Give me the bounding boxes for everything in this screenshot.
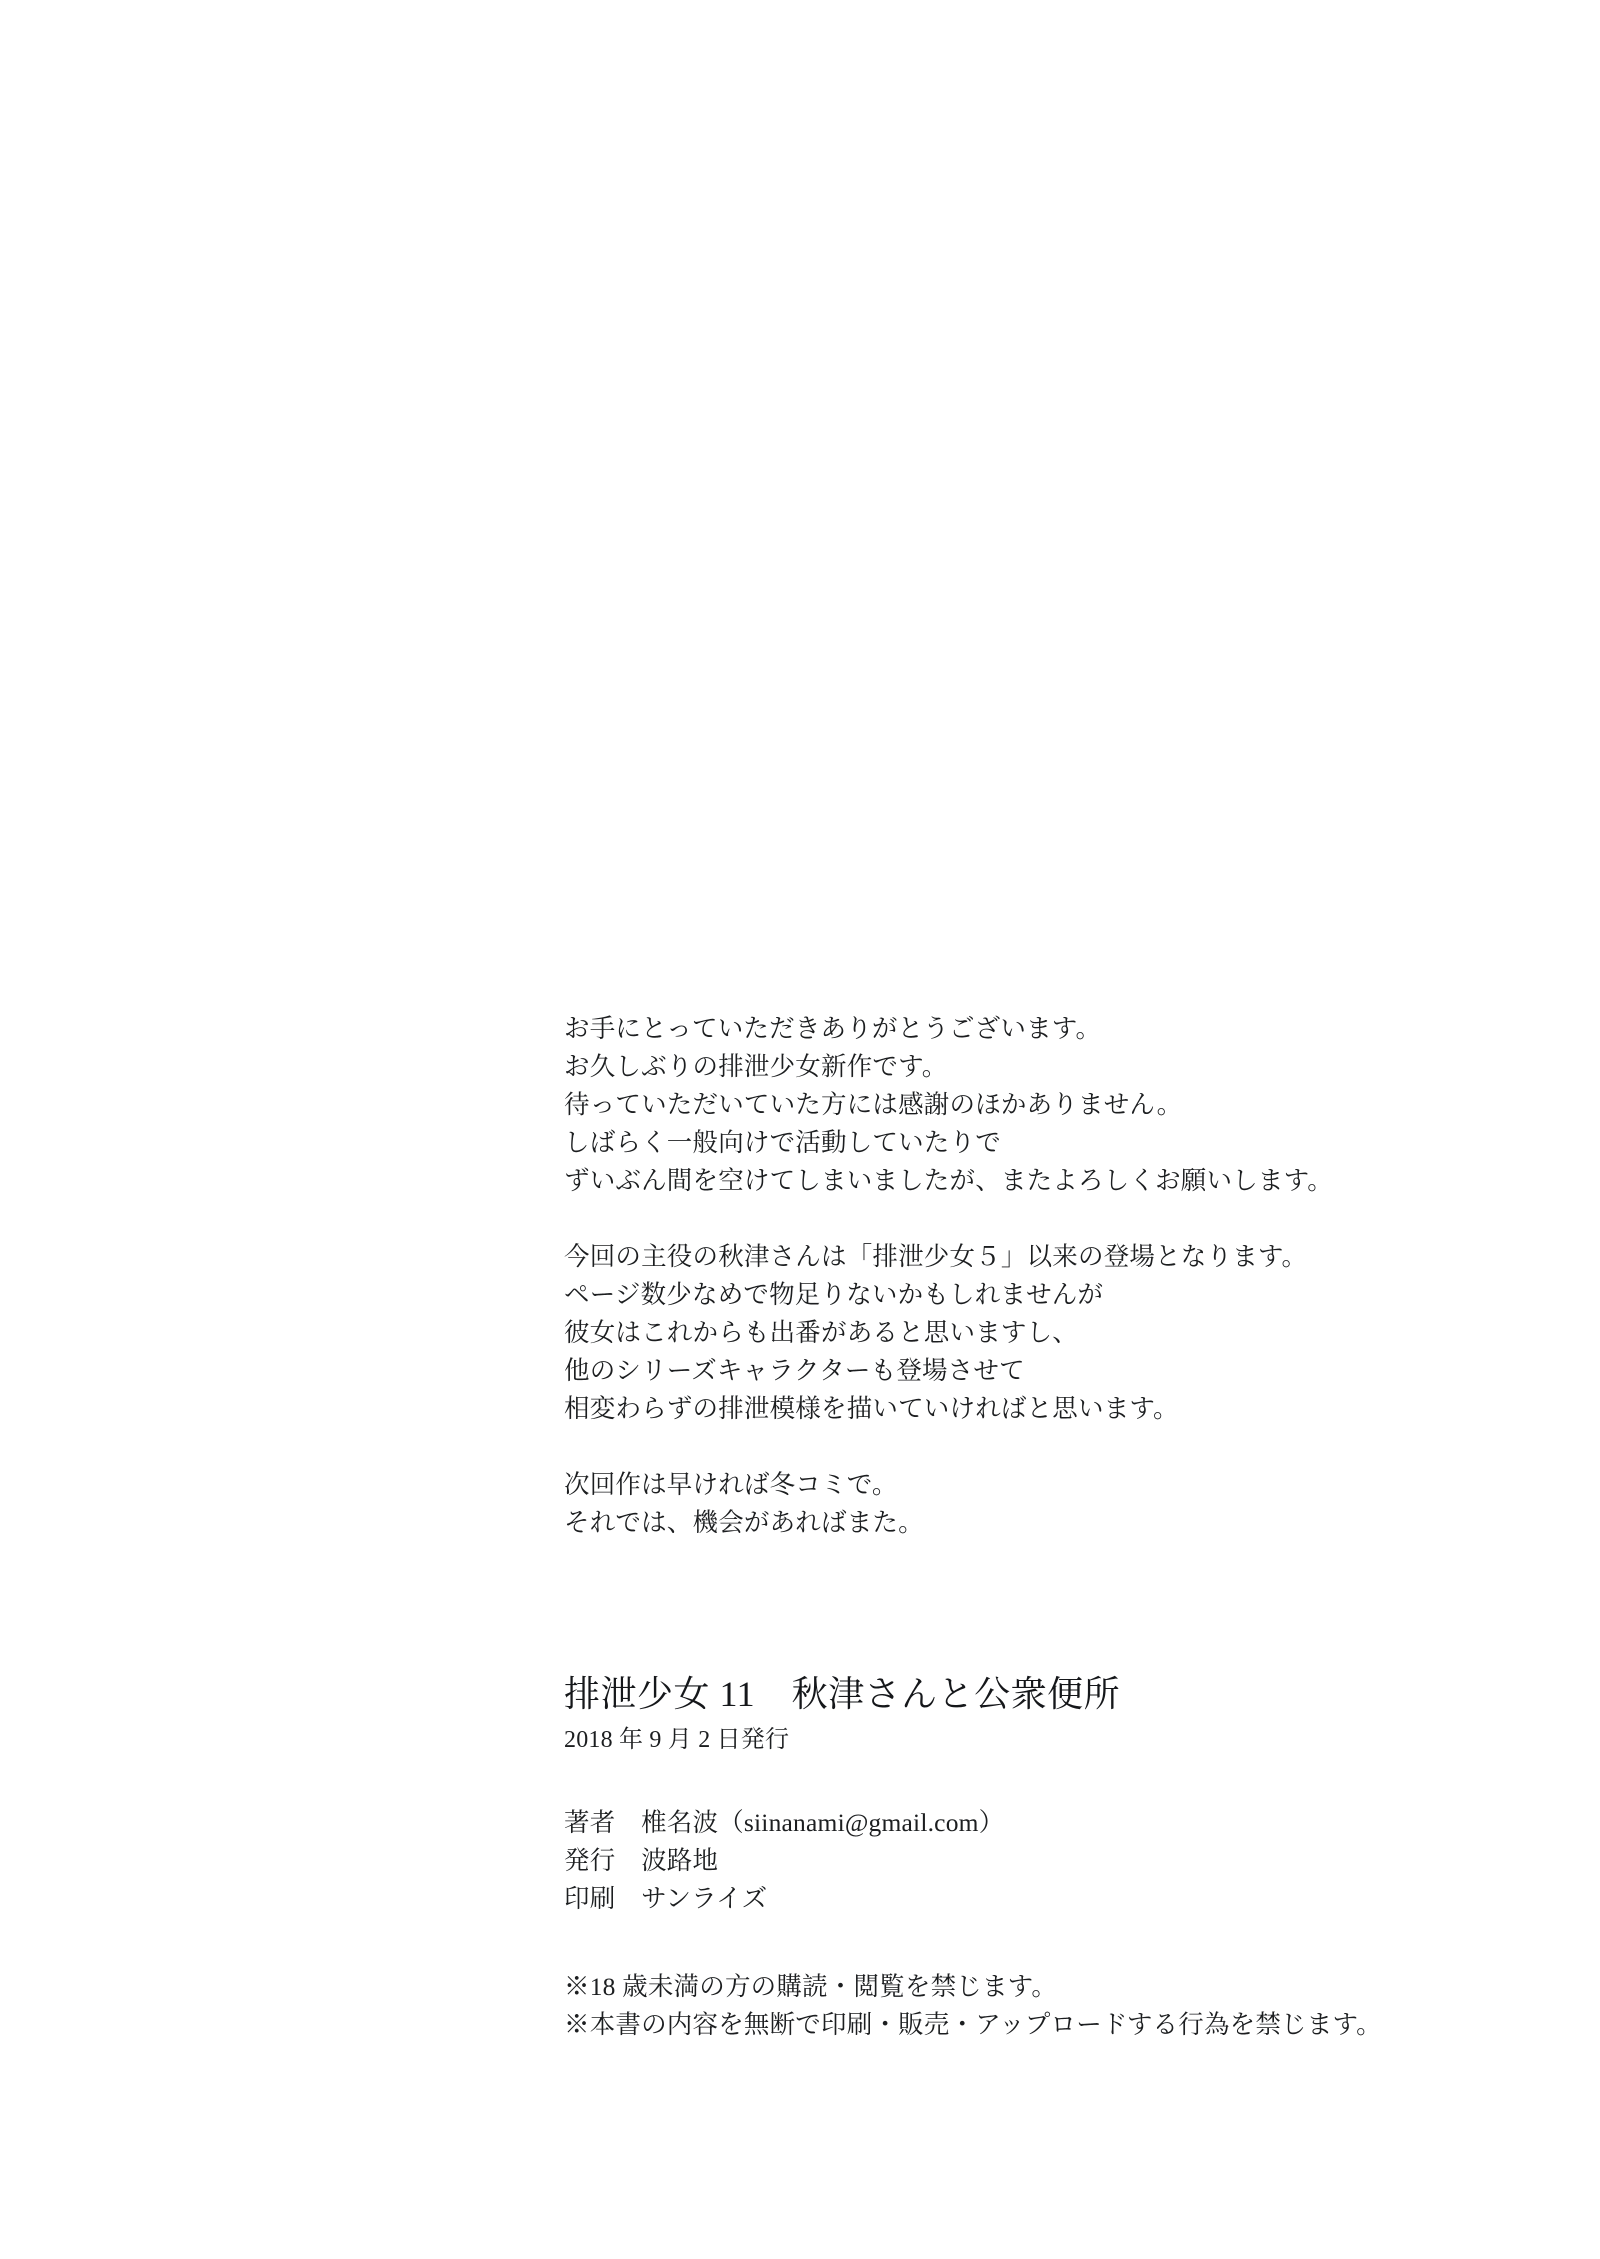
credits-block bbox=[564, 1804, 1484, 1918]
afterword-line: 次回作は早ければ冬コミで。 bbox=[564, 1470, 898, 1499]
credit-publisher: 発行 波路地 bbox=[564, 1846, 719, 1875]
credit-author: 著者 椎名波（siinanami@gmail.com） bbox=[564, 1808, 1005, 1837]
afterword-paragraph bbox=[564, 1010, 1464, 1200]
afterword-line: 今回の主役の秋津さんは「排泄少女５」以来の登場となります。 bbox=[564, 1242, 1308, 1271]
afterword-line: ずいぶん間を空けてしまいましたが、またよろしくお願いします。 bbox=[564, 1166, 1333, 1195]
book-title: 排泄少女 11 秋津さんと公衆便所 bbox=[564, 1674, 1121, 1714]
afterword-paragraph bbox=[564, 1238, 1464, 1428]
afterword-paragraph bbox=[564, 1466, 1464, 1542]
afterword-line: 彼女はこれからも出番があると思いますし、 bbox=[564, 1318, 1079, 1347]
afterword-line: 相変わらずの排泄模様を描いていければと思います。 bbox=[564, 1394, 1179, 1423]
credit-printer: 印刷 サンライズ bbox=[564, 1884, 768, 1913]
afterword-line: それでは、機会があればまた。 bbox=[564, 1508, 924, 1537]
afterword-line: 他のシリーズキャラクターも登場させて bbox=[564, 1356, 1025, 1385]
afterword-line: 待っていただいていた方には感謝のほかありません。 bbox=[564, 1090, 1183, 1119]
copyright-notice: ※本書の内容を無断で印刷・販売・アップロードする行為を禁じます。 bbox=[564, 2010, 1382, 2039]
afterword-line: しばらく一般向けで活動していたりで bbox=[564, 1128, 1001, 1157]
notices-block bbox=[564, 1968, 1484, 2044]
afterword-line: ページ数少なめで物足りないかもしれませんが bbox=[564, 1280, 1104, 1309]
colophon-section bbox=[564, 1672, 1484, 2044]
publication-date: 2018 年 9 月 2 日発行 bbox=[564, 1727, 790, 1753]
afterword-section bbox=[564, 1010, 1464, 1542]
afterword-line: お手にとっていただきありがとうございます。 bbox=[564, 1014, 1102, 1043]
afterword-line: お久しぶりの排泄少女新作です。 bbox=[564, 1052, 948, 1081]
age-restriction-notice: ※18 歳未満の方の購読・閲覧を禁じます。 bbox=[564, 1972, 1058, 2001]
